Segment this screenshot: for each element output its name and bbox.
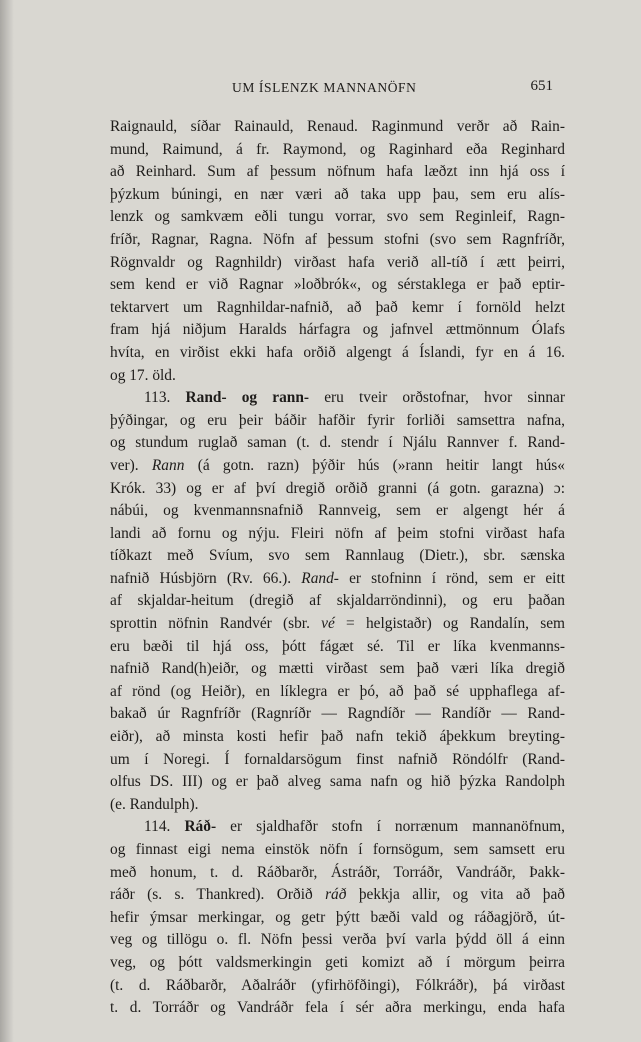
text-line: tektarvert um Ragnhildar-nafnið, að það kemr í fornöld helzt: [110, 298, 565, 316]
italic-term: vé: [321, 615, 335, 633]
text-segment: ver).: [110, 456, 139, 474]
text-segment: (á gotn. razn) þýðir hús (»rann heitir langt hús«: [197, 456, 565, 474]
text-line: tíðkazt með Svíum, svo sem Rannlaug (Dietr.), sbr. sænska: [110, 547, 565, 565]
text-segment: er stofninn í rönd, sem er eitt: [349, 569, 565, 587]
text-line: (e. Randulph).: [110, 795, 199, 813]
text-line: Rögnvaldr og Ragnhildr) virðast hafa verið all-tíð í ætt þeirri,: [110, 253, 565, 271]
text-line: þýðingar, og eru þeir báðir hafðir fyrir forliði samsettra nafna,: [110, 411, 565, 429]
text-line: [110, 455, 565, 478]
text-line: þýzkum búningi, en nær væri að taka upp þau, sem eru alís-: [110, 185, 565, 203]
paragraph-number: 113.: [144, 389, 171, 407]
page-header: [110, 78, 553, 98]
text-line: með honum, t. d. Ráðbarðr, Ástráðr, Torráðr, Vandráðr, Þakk-: [110, 863, 565, 881]
text-line: og 17. öld.: [110, 366, 176, 384]
paragraph-number: 114.: [144, 818, 171, 836]
headword: Ráð-: [184, 818, 217, 836]
text-line: veg, og þótt valdsmerkingin geti komizt að í mörgum þeirra: [110, 953, 565, 971]
headword: Rand- og rann-: [185, 389, 310, 407]
text-segment: nafnið Húsbjörn (Rv. 66.).: [110, 569, 292, 587]
text-line: (t. d. Ráðbarðr, Aðalráðr (yfirhöfðingi), Fólkráðr), þá virðast: [110, 976, 565, 994]
paragraph-113-first-line: [110, 387, 565, 410]
italic-term: ráð: [325, 886, 347, 904]
text-line: t. d. Torráðr og Vandráðr fela í sér aðra merkingu, enda hafa: [110, 999, 565, 1017]
text-line: sem kend er við Ragnar »loðbrók«, og sérstaklega er það eptir-: [110, 276, 565, 294]
text-line: [110, 568, 565, 591]
text-line: hefir ýmsar merkingar, og getr þýtt bæði vald og ráðagjörð, út-: [110, 908, 565, 926]
text-line: mund, Raimund, á fr. Raymond, og Raginhard eða Reginhard: [110, 140, 565, 158]
text-segment: ráðr (s. s. Thankred). Orðið: [110, 886, 313, 904]
paragraph-114-first-line: [110, 816, 565, 839]
text-line: fríðr, Ragnar, Ragna. Nöfn af þessum stofni (svo sem Ragnfríðr,: [110, 230, 565, 248]
text-line: um í Noregi. Í fornaldarsögum finst nafnið Röndólfr (Rand-: [110, 750, 565, 768]
body-text: [110, 116, 565, 1020]
text-segment: er sjaldhafðr stofn í norrænum mannanöfnum,: [230, 818, 565, 836]
italic-term: Rand-: [301, 569, 339, 587]
text-line: af rönd (og Heiðr), en líklegra er þó, að það sé upphaflega af-: [110, 682, 565, 700]
text-line: og finnast eigi nema einstök nöfn í fornsögum, sem samsett eru: [110, 841, 565, 858]
text-line: hvíta, en virðist ekki hafa orðið algengt á Íslandi, fyr en á 16.: [110, 343, 565, 361]
text-line: Krók. 33) og er af því dregið orðið granni (á gotn. garazna) ɔ:: [110, 479, 565, 497]
text-line: lenzk og samkvæm eðli tungu vorrar, svo sem Reginleif, Ragn-: [110, 208, 565, 226]
text-line: nábúi, og kvenmannsnafnið Rannveig, sem er algengt hér á: [110, 502, 565, 520]
text-segment: eru tveir orðstofnar, hvor sinnar: [324, 389, 565, 407]
text-segment: sprottin nöfnin Randvér (sbr.: [110, 615, 310, 633]
text-line: landi að fornu og nýju. Fleiri nöfn af þeim stofni virðast hafa: [110, 524, 565, 542]
text-line: fram hjá niðjum Haralds hárfagra og jafnvel ættmönnum Ólafs: [110, 321, 565, 339]
text-segment: = helgistaðr) og Randalín, sem: [346, 615, 565, 633]
text-line: að Reinhard. Sum af þessum nöfnum hafa læðzt inn hjá oss í: [110, 163, 565, 181]
page-gutter-shadow: [0, 0, 14, 1042]
text-line: af skjaldar-heitum (dregið af skjaldarröndinni), og eru þaðan: [110, 592, 565, 610]
text-line: bakað úr Ragnfríðr (Ragnríðr — Ragndíðr — Randíðr — Rand-: [110, 705, 565, 723]
text-line: nafnið Rand(h)eiðr, og mætti virðast sem það væri líka dregið: [110, 660, 565, 678]
text-line: Raignauld, síðar Rainauld, Renaud. Raginmund verðr að Rain-: [110, 118, 565, 135]
text-line: veg og tillögu o. fl. Nöfn þessi verða því varla þýdd öll á einn: [110, 931, 565, 949]
text-line: olfus DS. III) og er það alveg sama nafn og hið þýzka Randolph: [110, 773, 565, 791]
text-segment: þekkja allir, og vita að það: [358, 886, 565, 904]
italic-term: Rann: [151, 456, 185, 474]
text-line: [110, 613, 565, 636]
running-head: UM ÍSLENZK MANNANÖFN: [232, 80, 417, 95]
page-number: 651: [530, 78, 553, 94]
text-line: eru bæði til hjá oss, þótt fágæt sé. Til er líka kvenmanns-: [110, 637, 565, 655]
text-line: og stundum ruglað saman (t. d. stendr í Njálu Rannver f. Rand-: [110, 434, 565, 452]
text-line: [110, 884, 565, 907]
text-line: eiðr), að minsta kosti hefir það nafn tekið áþekkum breyting-: [110, 728, 565, 746]
